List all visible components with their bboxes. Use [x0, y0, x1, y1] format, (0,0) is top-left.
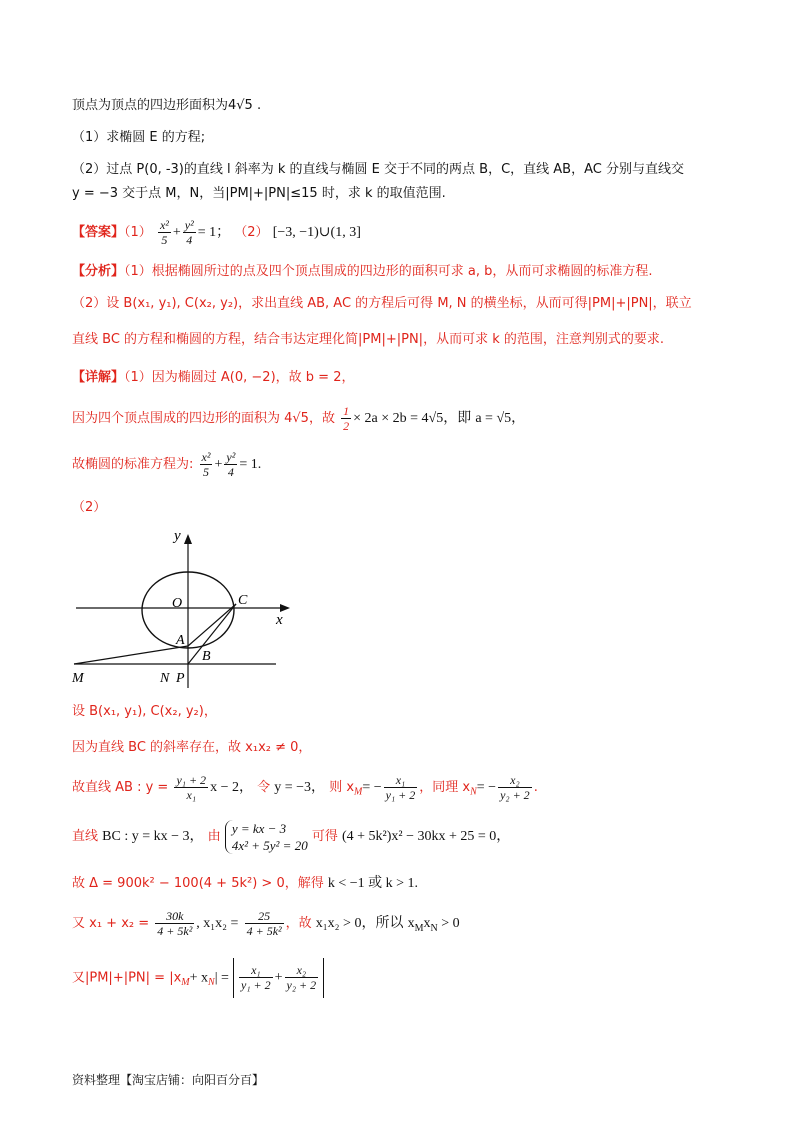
label-x: x [276, 612, 283, 628]
problem-line-1: 顶点为顶点的四边形面积为4√5 . [72, 98, 262, 113]
line-pc [188, 604, 236, 664]
fraction-x2-5-b: $\frac{\text{x²}}{5}$ [201, 450, 211, 479]
problem-part-2: （2）过点 P(0, -3)的直线 l 斜率为 k 的直线与椭圆 E 交于不同的两点 B，C，直线 AB，AC 分别与直线交 [72, 162, 684, 177]
label-b: B [202, 649, 211, 664]
absolute-value: $\frac{\text{x₁}}{\text{y₁ + 2}}$ + $\frac{\text{x₂}}{\text{y₂ + 2}}$ [233, 958, 324, 998]
label-o: O [172, 596, 183, 611]
y-axis-arrow [184, 534, 192, 544]
analysis-line-3: 直线 BC 的方程和椭圆的方程，结合韦达定理化简|PM|+|PN|，从而可求 k 的范围，注意判别式的要求. [72, 332, 664, 347]
vieta-line: 又 x₁ + x₂ = $\frac{30k}{\text{4 + 5k²}}$ , x₁x₂ = $\frac{25}{\text{4 + 5k²}}$ ，故 x₁x₂ > 0，所以 $x_Mx_N > 0$ [72, 909, 460, 938]
discriminant-line: 故 Δ = 900k² − 100(4 + 5k²) > 0，解得 k < −1 或 k > 1. [72, 876, 419, 891]
sum-line: 又$|PM|+|PN| = |x_M+ x_N|$ = $\frac{\text{x₁}}{\text{y₁ + 2}}$ + $\frac{\text{x₂}}{\text{y₂ + 2}}$ [72, 958, 324, 1003]
problem-part-1: （1）求椭圆 E 的方程; [72, 130, 206, 145]
line-ac [188, 604, 236, 646]
equation-system: y = kx − 3 4x² + 5y² = 20 [225, 820, 308, 854]
ellipse-figure [64, 520, 304, 692]
fraction-x2-5: $\frac{\text{x²}}{5}$ [159, 218, 169, 247]
line-bc-system: 直线 BC : y = kx − 3， 由 y = kx − 3 4x² + 5y² = 20 可得 (4 + 5k²)x² − 30kx + 25 = 0， [72, 820, 511, 853]
analysis-line-2: （2）设 B(x₁, y₁), C(x₂, y₂)，求出直线 AB, AC 的方程后可得 M, N 的横坐标，从而可得|PM|+|PN|，联立 [72, 296, 692, 311]
footer-source: 资料整理【淘宝店铺：向阳百分百】 [72, 1073, 265, 1087]
label-y: y [174, 528, 181, 544]
fraction-y2-4-b: $\frac{\text{y²}}{4}$ [226, 450, 236, 479]
answer-line: 【答案】（1） $\frac{\text{x²}}{5}$ + $\frac{\text{y²}}{4}$ = 1； （2） [−3, −1)∪(1, 3] [72, 218, 361, 247]
line-ab-eq: 故直线 AB : y = $\frac{\text{y₁ + 2}}{\text{x₁}}$ x − 2， 令 y = −3， 则 $x_M=$ − $\frac{\text{x₁}}{\text{y₁ + 2}}$ ，同理 $x_N=$ − $\frac{\text{x₂}}{\text{y₂ + 2}}$ . [72, 773, 538, 802]
label-p: P [176, 671, 185, 686]
x-axis-arrow [280, 604, 290, 612]
analysis-line-1: 【分析】（1）根据椭圆所过的点及四个顶点围成的四边形的面积可求 a, b，从而可求椭圆的标准方程. [72, 264, 653, 279]
slope-exists: 因为直线 BC 的斜率存在，故 x₁x₂ ≠ 0， [72, 740, 312, 755]
part-2-label: （2） [72, 500, 107, 515]
fraction-y2-4: $\frac{\text{y²}}{4}$ [184, 218, 194, 247]
detail-line-2: 因为四个顶点围成的四边形的面积为 4√5，故 $\frac{1}{2}$ × 2a × 2b = 4√5，即 a = √5， [72, 404, 526, 433]
answer-part-2-label: （2） [234, 225, 269, 240]
label-m: M [72, 671, 84, 686]
label-c: C [238, 593, 248, 608]
fraction-half: $\frac{1}{2}$ [343, 404, 350, 433]
answer-part-1-label: （1） [124, 225, 152, 240]
label-a: A [176, 633, 185, 648]
detail-line-3: 故椭圆的标准方程为: $\frac{\text{x²}}{5}$ + $\frac{\text{y²}}{4}$ = 1. [72, 450, 262, 479]
label-n: N [160, 671, 170, 686]
problem-part-2-cont: y = −3 交于点 M，N，当|PM|+|PN|≤15 时，求 k 的取值范围. [72, 186, 446, 201]
set-points: 设 B(x₁, y₁), C(x₂, y₂)， [72, 704, 217, 719]
analysis-tag: 【分析】 [72, 264, 125, 279]
detail-tag: 【详解】 [72, 370, 125, 385]
answer-tag: 【答案】 [72, 225, 125, 240]
line-am [74, 646, 188, 664]
answer-part-2-value: [−3, −1)∪(1, 3] [272, 225, 361, 240]
detail-line-1: 【详解】（1）因为椭圆过 A(0, −2)，故 b = 2， [72, 370, 355, 385]
